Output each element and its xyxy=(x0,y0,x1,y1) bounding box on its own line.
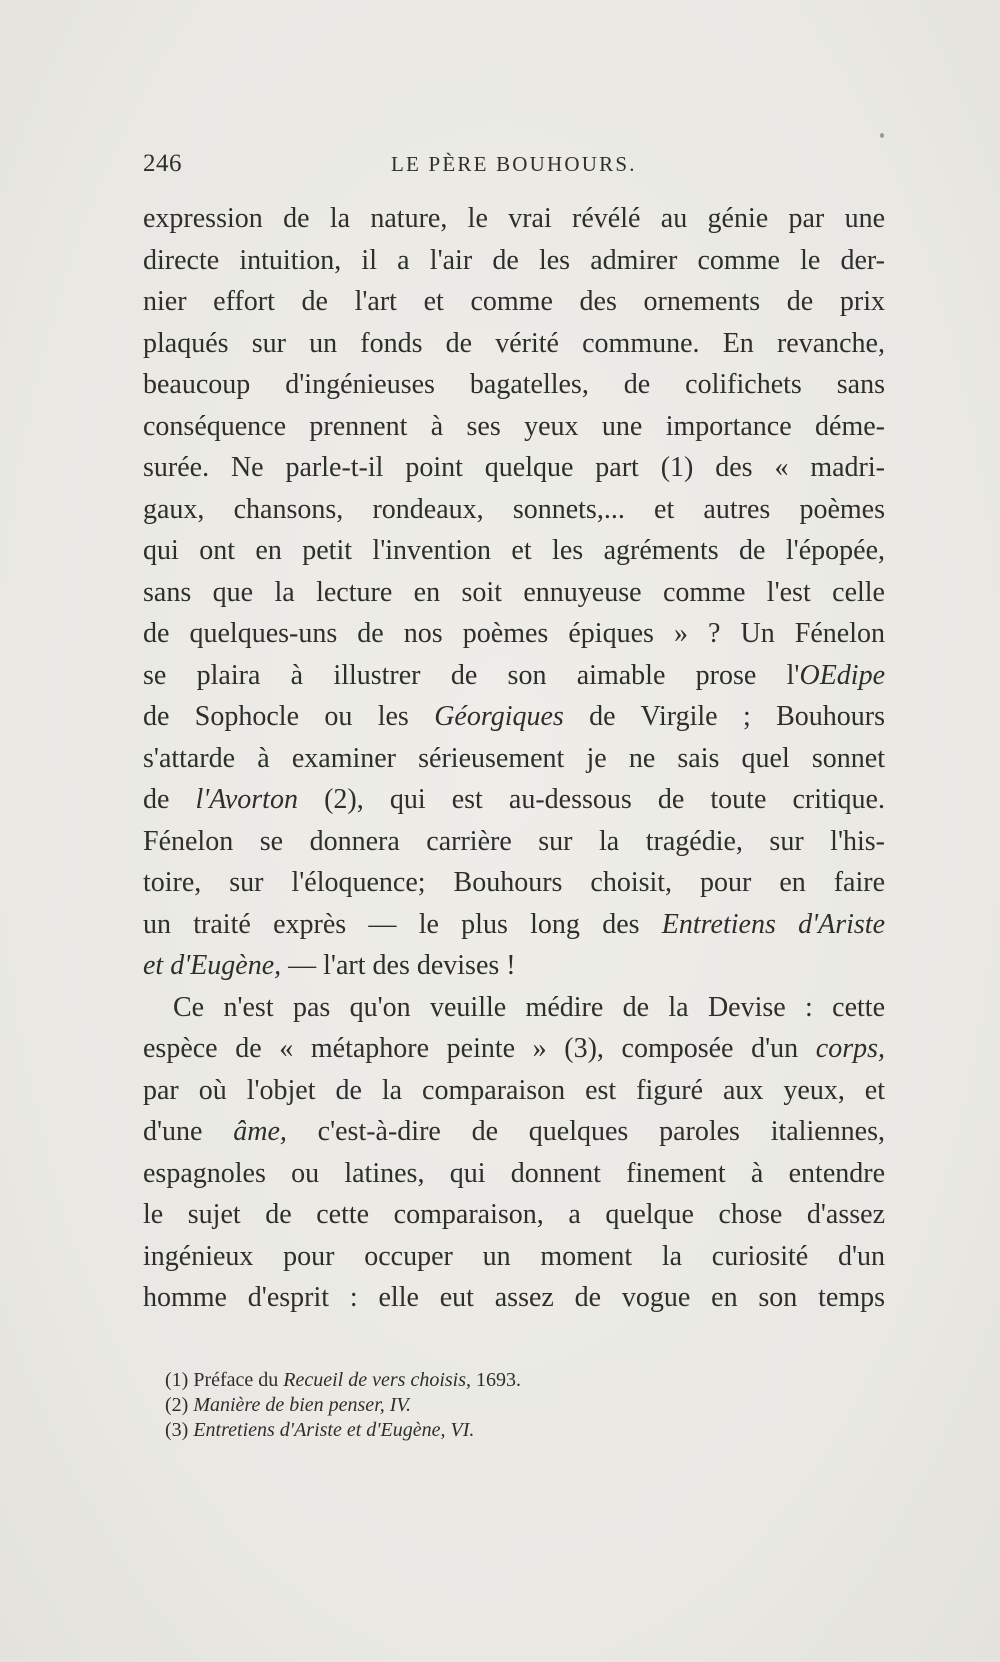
text-line xyxy=(143,530,885,572)
text-line xyxy=(143,572,885,614)
text-line xyxy=(143,696,885,738)
text-segment: sans que la lecture en soit ennuyeuse comme l'est celle xyxy=(143,576,885,608)
text-segment: (2) xyxy=(165,1394,194,1416)
ink-speck xyxy=(880,133,884,138)
text-segment: Ce n'est pas qu'on veuille médire de la Devise : cette xyxy=(173,991,885,1023)
text-segment: gaux, chansons, rondeaux, sonnets,... et autres poèmes xyxy=(143,493,885,525)
text-segment: surée. Ne parle-t-il point quelque part (1) des « madri- xyxy=(143,452,885,483)
italic-text: Géorgiques xyxy=(434,701,564,732)
text-segment: s'attarde à examiner sérieusement je ne sais quel sonnet xyxy=(143,742,885,774)
text-segment: se plaira à illustrer de son aimable prose l' xyxy=(143,659,800,691)
italic-text: Entretiens d'Ariste xyxy=(661,908,885,940)
text-line xyxy=(143,904,885,946)
text-segment: conséquence prennent à ses yeux une importance déme- xyxy=(143,410,885,442)
text-line xyxy=(143,281,885,323)
footnote xyxy=(165,1368,805,1393)
italic-text: OEdipe xyxy=(799,659,885,691)
text-line xyxy=(143,1236,885,1278)
italic-text: Manière de bien penser, IV. xyxy=(193,1394,412,1416)
text-segment: homme d'esprit : elle eut assez de vogue en son temps xyxy=(143,1282,885,1313)
text-segment: expression de la nature, le vrai révélé au génie par une xyxy=(143,203,885,234)
text-segment: toire, sur l'éloquence; Bouhours choisit, pour en faire xyxy=(143,867,885,898)
text-segment: c'est-à-dire de quelques paroles italiennes, xyxy=(286,1116,885,1147)
text-line xyxy=(143,613,885,655)
text-line xyxy=(143,987,885,1029)
text-segment: (3) xyxy=(165,1419,194,1441)
text-line xyxy=(143,1070,885,1112)
text-segment: beaucoup d'ingénieuses bagatelles, de colifichets sans xyxy=(143,369,885,400)
text-segment: un traité exprès — le plus long des xyxy=(143,908,662,940)
text-segment: (2), qui est au-dessous de toute critique. xyxy=(297,784,885,815)
page-header xyxy=(143,150,885,184)
text-segment: de Sophocle ou les xyxy=(143,701,435,732)
text-line xyxy=(143,821,885,863)
text-segment: ingénieux pour occuper un moment la curiosité d'un xyxy=(143,1240,885,1272)
text-segment: (1) Préface du xyxy=(165,1369,284,1391)
text-segment: qui ont en petit l'invention et les agréments de l'épopée, xyxy=(143,535,885,566)
text-line xyxy=(143,655,885,697)
text-segment: d'une xyxy=(143,1116,234,1147)
text-segment: Fénelon se donnera carrière sur la tragédie, sur l'his- xyxy=(143,825,885,857)
footnote xyxy=(165,1393,805,1418)
footnotes xyxy=(165,1368,805,1443)
text-segment: par où l'objet de la comparaison est figuré aux yeux, et xyxy=(143,1074,885,1106)
paragraph xyxy=(143,987,885,1319)
text-line xyxy=(143,406,885,448)
italic-text: corps, xyxy=(815,1033,885,1064)
text-segment: 1693. xyxy=(471,1369,521,1391)
paragraph xyxy=(143,198,885,987)
text-segment: espèce de « métaphore peinte » (3), composée d'un xyxy=(143,1033,816,1064)
text-segment: directe intuition, il a l'air de les admirer comme le der- xyxy=(143,244,885,276)
text-segment: nier effort de l'art et comme des ornements de prix xyxy=(143,286,885,317)
text-line xyxy=(143,1277,885,1319)
italic-text: et d'Eugène, xyxy=(143,950,282,981)
body-text xyxy=(143,198,885,1319)
text-line xyxy=(143,945,885,987)
italic-text: l'Avorton xyxy=(195,784,298,815)
text-line xyxy=(143,738,885,780)
italic-text: âme, xyxy=(233,1116,287,1147)
text-line xyxy=(143,1111,885,1153)
text-line xyxy=(143,1028,885,1070)
text-segment: espagnoles ou latines, qui donnent finement à entendre xyxy=(143,1157,885,1189)
text-line xyxy=(143,1194,885,1236)
page-number: 246 xyxy=(143,150,182,177)
italic-text: Recueil de vers choisis, xyxy=(283,1369,471,1391)
text-line xyxy=(143,323,885,365)
text-line xyxy=(143,1153,885,1195)
italic-text: Entretiens d'Ariste et d'Eugène, VI. xyxy=(193,1419,475,1441)
footnote xyxy=(165,1418,805,1443)
text-segment: le sujet de cette comparaison, a quelque chose d'assez xyxy=(143,1199,885,1230)
text-segment: de xyxy=(143,784,196,815)
running-title: LE PÈRE BOUHOURS. xyxy=(391,152,637,176)
text-line xyxy=(143,489,885,531)
text-line xyxy=(143,779,885,821)
text-line xyxy=(143,364,885,406)
text-segment: de Virgile ; Bouhours xyxy=(563,701,885,732)
text-segment: plaqués sur un fonds de vérité commune. En revanche, xyxy=(143,327,885,359)
text-line xyxy=(143,862,885,904)
text-line xyxy=(143,198,885,240)
text-segment: — l'art des devises ! xyxy=(281,950,516,981)
text-line xyxy=(143,240,885,282)
text-line xyxy=(143,447,885,489)
text-segment: de quelques-uns de nos poèmes épiques » ? Un Fénelon xyxy=(143,618,885,649)
